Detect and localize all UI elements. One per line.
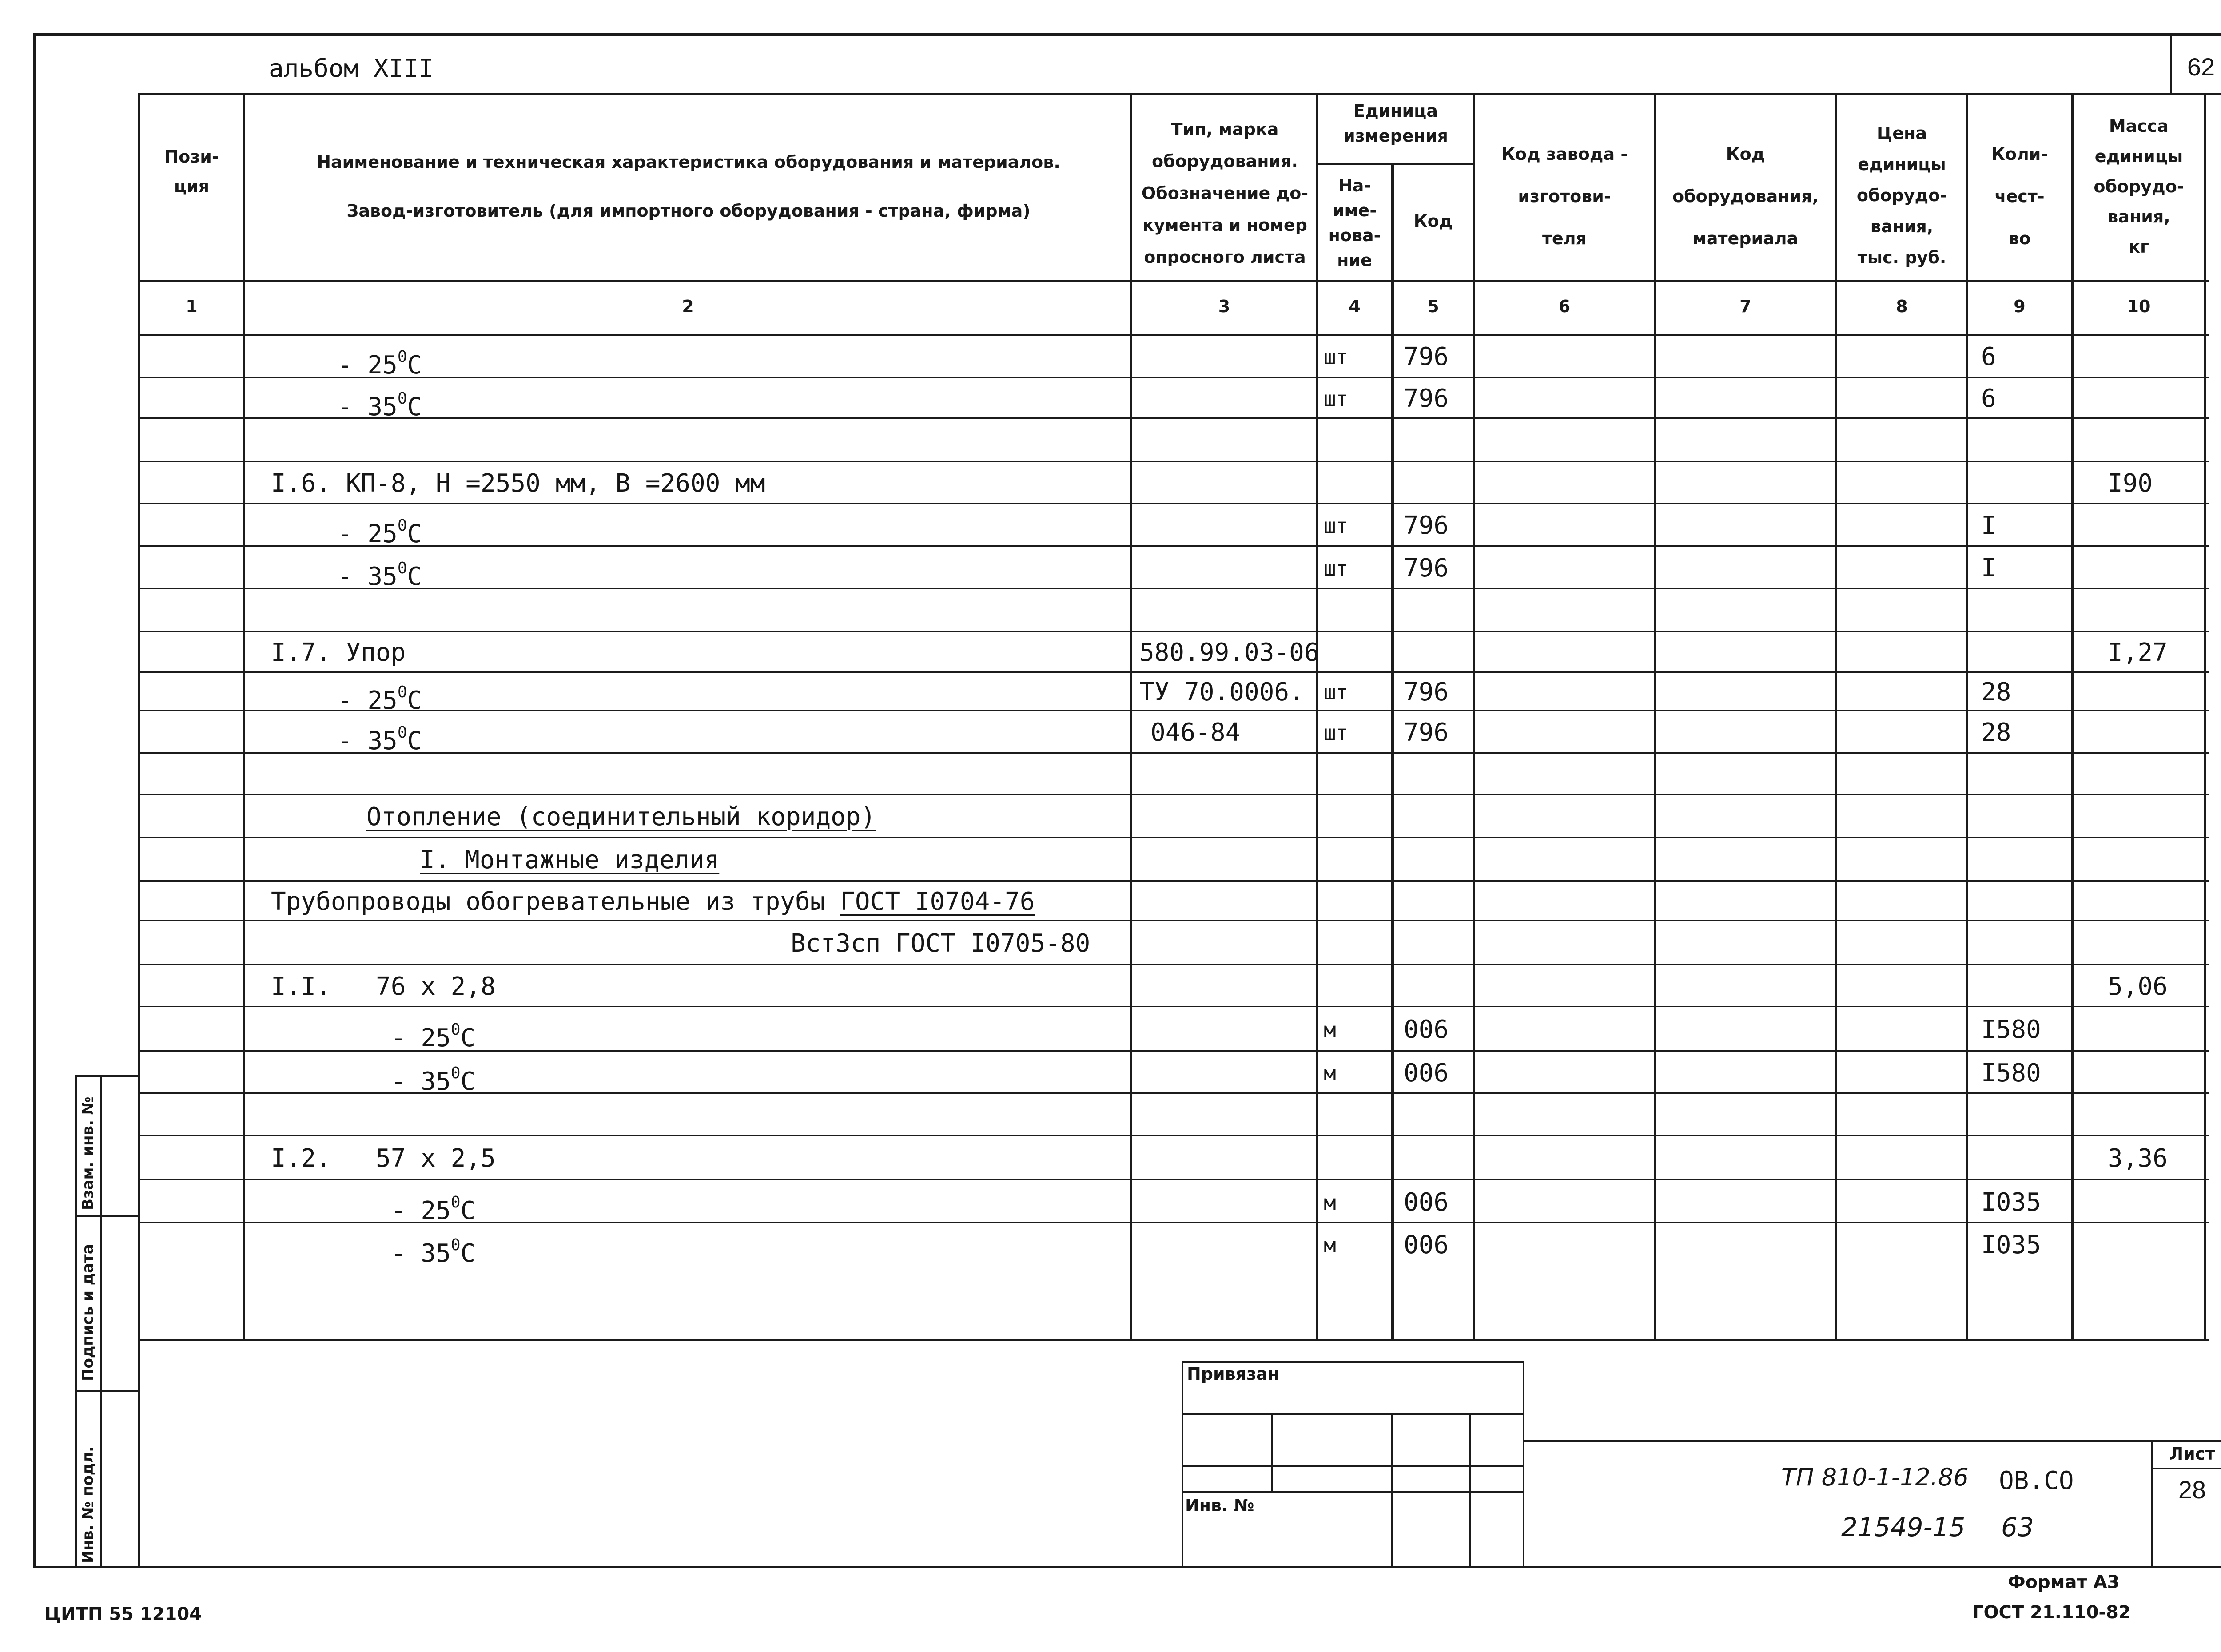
- unit-name: шт: [1324, 387, 1349, 411]
- col2-header: Наименование и техническая характеристика оборудования и материалов. Завод-изготовитель (для импортного оборудования - страна, фирма): [317, 152, 1060, 221]
- colnum-2: 2: [682, 297, 694, 316]
- unit-name: м: [1324, 1190, 1336, 1215]
- table-row: [0, 1179, 2221, 1225]
- stamp-vline-1: [1271, 1413, 1273, 1491]
- col6-header: Код завода - изготови- теля: [1501, 144, 1628, 248]
- side-strip-divider: [100, 1075, 102, 1568]
- item-name: [338, 679, 422, 714]
- colnum-10: 10: [2127, 297, 2151, 316]
- footer-format: Формат А3: [2008, 1572, 2120, 1592]
- item-name-text: - 25: [391, 1196, 451, 1225]
- table-row: [0, 880, 2221, 920]
- item-name-text: I.I. 76 х 2,8: [271, 972, 496, 1001]
- unit-name: м: [1324, 1233, 1336, 1257]
- table-top-line: [138, 93, 2209, 95]
- item-name-text: - 25: [338, 351, 398, 380]
- col9-header: Коли- чест- во: [1991, 144, 2048, 248]
- stamp-doc-suffix: ОВ.СО: [1999, 1466, 2074, 1495]
- side-strip-line-2: [75, 1390, 140, 1392]
- table-row: [0, 1006, 2221, 1050]
- colnum-7: 7: [1739, 297, 1751, 316]
- quantity: I580: [1981, 1058, 2041, 1088]
- item-name-standard: ГОСТ I0704-76: [840, 887, 1035, 916]
- unit-mass: I,27: [2108, 638, 2168, 667]
- table-row: [0, 461, 2221, 503]
- unit-code: 796: [1404, 342, 1449, 371]
- table-row: [0, 794, 2221, 837]
- unit-code: 796: [1404, 554, 1449, 583]
- unit-name: м: [1324, 1061, 1336, 1085]
- celsius-unit: С: [407, 351, 422, 380]
- table-row: [0, 1135, 2221, 1179]
- item-name: [366, 804, 876, 830]
- stamp-sheet-line: [2151, 1468, 2221, 1469]
- degree-sign: 0: [397, 723, 407, 742]
- quantity: I035: [1981, 1231, 2041, 1259]
- table-bottom-line: [138, 1339, 2209, 1341]
- quantity: I035: [1981, 1187, 2041, 1217]
- table-row: [0, 1222, 2221, 1268]
- col10-header: Масса единицы оборудо- вания, кг: [2094, 116, 2184, 257]
- doc-reference: ТУ 70.0006.: [1139, 678, 1304, 707]
- colnum-1: 1: [186, 297, 198, 316]
- table-row: [0, 417, 2221, 461]
- item-name-text: I.6. КП-8, Н =2550 мм, В =2600 мм: [271, 469, 765, 498]
- col8-header: Цена единицы оборудо- вания, тыс. руб.: [1856, 123, 1947, 267]
- col4-header: На- име- нова- ние: [1328, 176, 1381, 270]
- stamp-privyazan-box: [1182, 1361, 1524, 1568]
- table-row: [0, 1050, 2221, 1096]
- item-name-text: Трубопроводы обогревательные из трубы: [271, 887, 840, 916]
- item-name-text: I. Монтажные изделия: [420, 846, 720, 874]
- unit-name: шт: [1324, 345, 1349, 369]
- unit-code: 796: [1404, 678, 1449, 707]
- side-strip-line-1: [75, 1215, 140, 1217]
- celsius-unit: С: [407, 393, 422, 421]
- item-name: [791, 930, 1090, 957]
- degree-sign: 0: [397, 516, 407, 535]
- table-row: [0, 588, 2221, 631]
- side-label-podpis: Подпись и дата: [79, 1244, 97, 1381]
- colnum-5: 5: [1427, 297, 1439, 316]
- item-name-text: - 35: [338, 393, 398, 421]
- unit-mass: 5,06: [2108, 972, 2168, 1001]
- celsius-unit: С: [407, 727, 422, 755]
- degree-sign: 0: [450, 1064, 461, 1082]
- unit-code: 796: [1404, 718, 1449, 747]
- item-name: [338, 385, 422, 421]
- table-row: [0, 503, 2221, 548]
- side-label-inv: Инв. № подл.: [79, 1446, 97, 1563]
- quantity: 28: [1981, 678, 2011, 707]
- quantity: I: [1981, 511, 1996, 540]
- item-name-text: - 25: [338, 520, 398, 548]
- quantity: I: [1981, 554, 1996, 583]
- celsius-unit: С: [407, 686, 422, 715]
- unit-code: 006: [1404, 1058, 1449, 1088]
- item-name: [391, 1017, 475, 1052]
- col1-header: Пози- ция: [164, 147, 219, 196]
- celsius-unit: С: [460, 1239, 476, 1268]
- doc-reference: 046-84: [1150, 718, 1241, 747]
- quantity: 6: [1981, 342, 1996, 371]
- unit-code: 796: [1404, 384, 1449, 413]
- table-row: [0, 920, 2221, 964]
- table-row: [0, 671, 2221, 715]
- doc-reference: 580.99.03-06: [1139, 638, 1319, 667]
- stamp-line-1: [1182, 1413, 1524, 1415]
- col7-header: Код оборудования, материала: [1672, 144, 1819, 248]
- item-name: [271, 889, 1035, 915]
- stamp-vline-2: [1391, 1413, 1393, 1568]
- item-name: [338, 344, 422, 379]
- table-row: [0, 837, 2221, 880]
- col5-header: Код: [1413, 211, 1453, 231]
- celsius-unit: С: [407, 520, 422, 548]
- table-row: [0, 964, 2221, 1006]
- stamp-sheet-number: 28: [2178, 1476, 2206, 1504]
- table-row: [0, 545, 2221, 591]
- item-name-text: Отопление (соединительный коридор): [366, 802, 876, 831]
- unit-mass: I90: [2108, 469, 2153, 498]
- celsius-unit: С: [460, 1196, 476, 1225]
- stamp-sheet-divider: [2151, 1440, 2153, 1568]
- archive-page: 63: [2001, 1512, 2034, 1542]
- colnum-9: 9: [2014, 297, 2026, 316]
- col3-header: Тип, марка оборудования. Обозначение до- кумента и номер опросного листа: [1141, 119, 1309, 267]
- item-name-text: I.2. 57 х 2,5: [271, 1144, 496, 1173]
- unit-code: 006: [1404, 1231, 1449, 1259]
- archive-number: 21549-15: [1841, 1512, 1966, 1542]
- stamp-line-3: [1182, 1491, 1524, 1493]
- item-name: [420, 847, 719, 874]
- item-name: [271, 470, 765, 497]
- degree-sign: 0: [397, 389, 407, 408]
- table-row: [0, 334, 2221, 380]
- quantity: 28: [1981, 718, 2011, 747]
- colnum-6: 6: [1558, 297, 1571, 316]
- footer-gost: ГОСТ 21.110-82: [1972, 1602, 2131, 1623]
- item-name: [338, 555, 422, 590]
- item-name-text: - 35: [338, 562, 398, 591]
- unit-group-header: Единица измерения: [1343, 101, 1448, 146]
- stamp-privyazan-label: Привязан: [1187, 1364, 1280, 1384]
- unit-name: шт: [1324, 556, 1349, 580]
- unit-name: м: [1324, 1018, 1336, 1042]
- stamp-doc-code: ТП 810-1-12.86: [1781, 1463, 1969, 1491]
- stamp-vline-3: [1469, 1413, 1471, 1568]
- unit-name: шт: [1324, 680, 1349, 704]
- degree-sign: 0: [450, 1236, 461, 1254]
- table-row: [0, 377, 2221, 421]
- quantity: 6: [1981, 384, 1996, 413]
- header-bottom-line: [138, 280, 2209, 282]
- page-number: 62: [2187, 53, 2215, 81]
- table-row: [0, 631, 2221, 671]
- degree-sign: 0: [450, 1193, 461, 1211]
- unit-name: шт: [1324, 721, 1349, 745]
- stamp-sheet-label: Лист: [2169, 1444, 2215, 1464]
- celsius-unit: С: [460, 1024, 476, 1052]
- unit-group-divider: [1317, 163, 1475, 165]
- item-name-text: I.7. Упор: [271, 638, 406, 667]
- degree-sign: 0: [397, 348, 407, 366]
- item-name-text: ВстЗсп ГОСТ I0705-80: [791, 929, 1091, 958]
- item-name-text: - 25: [391, 1024, 451, 1052]
- item-name: [271, 1145, 496, 1172]
- table-row: [0, 1092, 2221, 1135]
- unit-code: 796: [1404, 511, 1449, 540]
- side-label-vzam: Взам. инв. №: [79, 1096, 97, 1210]
- colnum-3: 3: [1218, 297, 1230, 316]
- item-name: [338, 512, 422, 548]
- degree-sign: 0: [397, 559, 407, 577]
- item-name: [391, 1232, 475, 1267]
- item-name-text: - 35: [338, 727, 398, 755]
- album-label: альбом XIII: [269, 54, 434, 83]
- item-name-text: - 25: [338, 686, 398, 715]
- colnum-8: 8: [1896, 297, 1908, 316]
- item-name-text: - 35: [391, 1067, 451, 1096]
- item-name: [271, 639, 406, 666]
- stamp-right-topline: [1524, 1440, 2221, 1442]
- degree-sign: 0: [450, 1021, 461, 1039]
- item-name: [391, 1060, 475, 1095]
- unit-name: шт: [1324, 514, 1349, 538]
- unit-code: 006: [1404, 1187, 1449, 1217]
- celsius-unit: С: [460, 1067, 476, 1096]
- item-name-text: - 35: [391, 1239, 451, 1268]
- item-name: [271, 973, 496, 1000]
- celsius-unit: С: [407, 562, 422, 591]
- stamp-inv-label: Инв. №: [1185, 1496, 1254, 1515]
- unit-code: 006: [1404, 1015, 1449, 1044]
- item-name: [338, 719, 422, 755]
- degree-sign: 0: [397, 683, 407, 701]
- table-row: [0, 752, 2221, 794]
- table-row: [0, 710, 2221, 755]
- quantity: I580: [1981, 1015, 2041, 1044]
- unit-mass: 3,36: [2108, 1144, 2168, 1173]
- item-name: [391, 1189, 475, 1224]
- footer-cintp: ЦИТП 55 12104: [44, 1604, 202, 1624]
- colnum-4: 4: [1349, 297, 1361, 316]
- stamp-line-2: [1182, 1465, 1524, 1467]
